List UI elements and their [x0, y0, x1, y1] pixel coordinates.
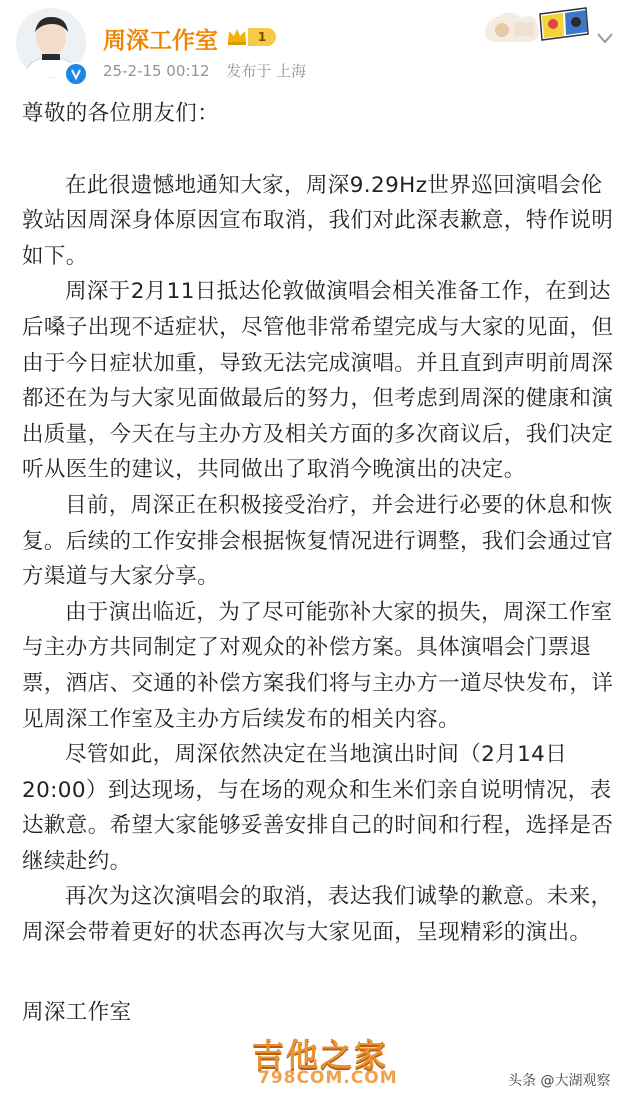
post-paragraph: 再次为这次演唱会的取消，表达我们诚挚的歉意。未来，周深会带着更好的状态再次与大家见面，呈现精彩的演出。 [22, 884, 613, 946]
post-paragraph: 目前，周深正在积极接受治疗，并会进行必要的休息和恢复。后续的工作安排会根据恢复情况进行调整，我们会通过官方渠道与大家分享。 [22, 492, 614, 590]
post-header [0, 0, 640, 92]
post-paragraph: 周深于2月11日抵达伦敦做演唱会相关准备工作，在到达后嗓子出现不适症状，尽管他非常希望完成与大家的见面，但由于今日症状加重，导致无法完成演唱。并且直到声明前周深都还在为与大家见面做最后的努力，但考虑到周深的健康和演出质量，今天在与主办方及相关方面的多次商议后，我们决定听从医生的建议，共同做出了取消今晚演出的决定。 [22, 279, 614, 483]
post-timestamp: 25-2-15 00:12 [103, 62, 210, 80]
site-watermark: 吉他之家 [252, 1036, 389, 1074]
author-name[interactable]: 周深工作室 [103, 28, 218, 54]
post-signature: 周深工作室 [22, 999, 132, 1025]
site-watermark-url: 798COM.COM [258, 1068, 398, 1088]
post-paragraph: 由于演出临近，为了尽可能弥补大家的损失，周深工作室与主办方共同制定了对观众的补偿方案。具体演唱会门票退票，酒店、交通的补偿方案我们将与主办方一道尽快发布，详见周深工作室及主办方后续发布的相关内容。 [22, 599, 614, 732]
crown-icon [226, 26, 248, 46]
post-body [22, 96, 622, 1030]
post-greeting: 尊敬的各位朋友们： [22, 101, 220, 126]
fan-badge-icon[interactable] [478, 6, 590, 48]
post-location: 发布于 上海 [226, 62, 307, 80]
post-paragraph: 在此很遗憾地通知大家，周深9.29Hz世界巡回演唱会伦敦站因周深身体原因宣布取消，我们对此深表歉意，特作说明如下。 [22, 172, 614, 269]
level-badge: 1 [248, 28, 276, 46]
post-paragraph: 尽管如此，周深依然决定在当地演出时间（2月14日20:00）到达现场，与在场的观众和生米们亲自说明情况，表达歉意。希望大家能够妥善安排自己的时间和行程，选择是否继续赴约。 [22, 742, 614, 874]
chevron-down-icon[interactable] [595, 30, 615, 46]
post-meta [103, 60, 318, 81]
source-credit: 头条 @大湖观察 [508, 1073, 611, 1089]
verified-icon [64, 62, 88, 86]
